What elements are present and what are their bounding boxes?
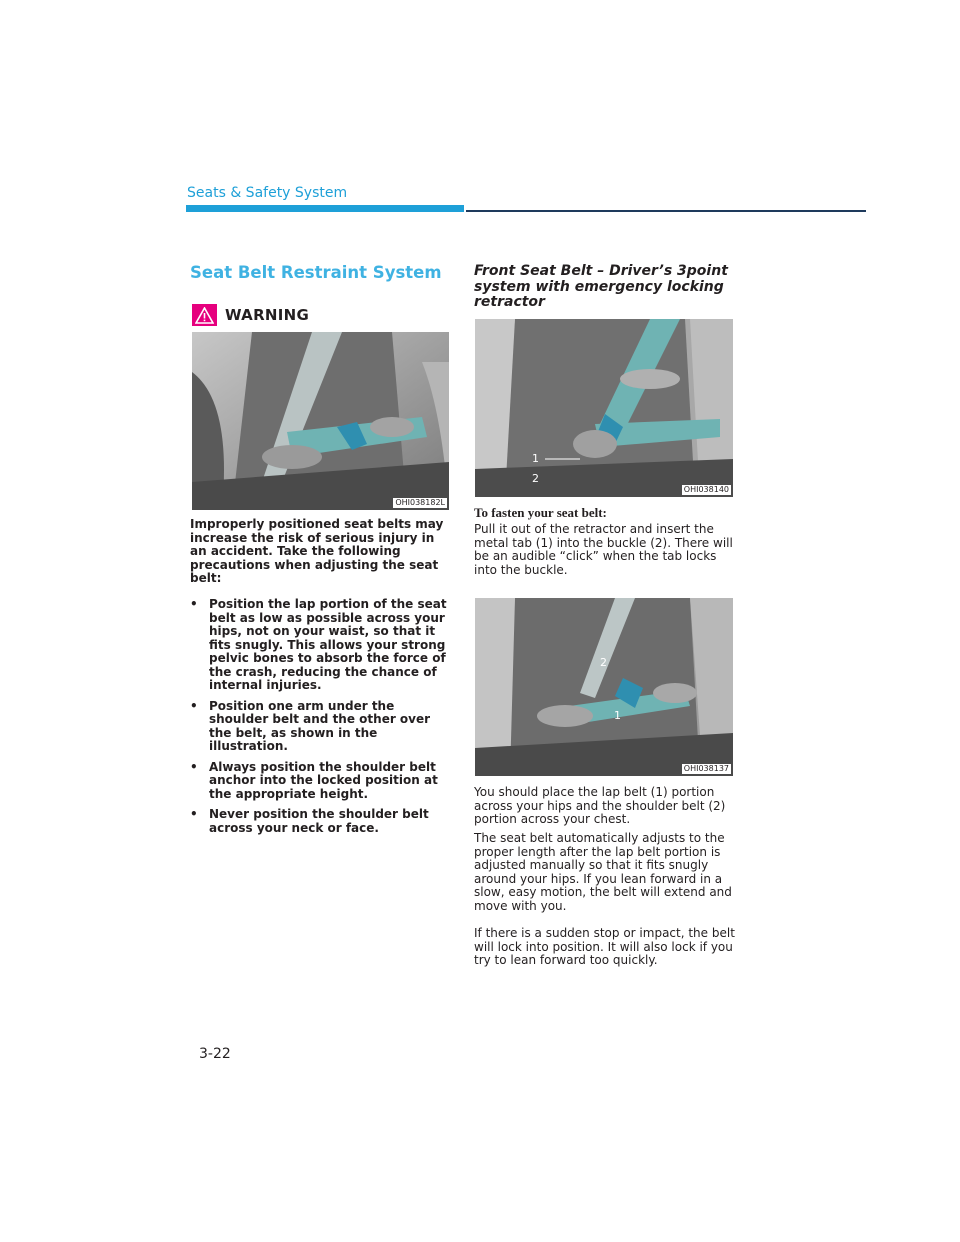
lap-belt-photo: [475, 598, 733, 776]
callout-label: 1: [614, 709, 621, 722]
section-title: Seats & Safety System: [187, 185, 348, 201]
auto-adjust-paragraph: The seat belt automatically adjusts to the proper length after the lap belt portion is adjusted manually so that it fits snugly around your hips. If you lean forward in a slow, easy motion, the belt will extend and move with you.: [474, 831, 732, 913]
lap-belt-paragraph: You should place the lap belt (1) portion across your hips and the shoulder belt (2) portion across your chest.: [474, 785, 726, 826]
section-heading: Front Seat Belt – Driver’s 3point system with emergency locking retractor: [474, 263, 728, 310]
callout-label: 1: [532, 452, 539, 465]
warning-bullet-list: [190, 598, 455, 842]
callout-label: 2: [600, 656, 607, 669]
fasten-instructions: Pull it out of the retractor and insert the metal tab (1) into the buckle (2). There will be an audible “click” when the tab locks into the buckle.: [474, 522, 733, 577]
image-code: OHI038182L: [395, 498, 445, 507]
warning-bullet: • Position the lap portion of the seat belt as low as possible across your hips, not on your waist, so that it fits snugly. This allows your strong pelvic bones to absorb the force of the crash, reducing the chance of internal injuries.: [190, 598, 455, 693]
image-code: OHI038140: [683, 485, 729, 494]
callout-label: 2: [532, 472, 539, 485]
warning-bullet: • Never position the shoulder belt across your neck or face.: [190, 808, 455, 835]
warning-intro-text: Improperly positioned seat belts may increase the risk of serious injury in an accident. Take the following precautions when adjusting the seat belt:: [190, 517, 444, 585]
warning-header: [192, 304, 309, 326]
header-rule-thin: [466, 210, 866, 212]
warning-bullet: • Position one arm under the shoulder belt and the other over the belt, as shown in the illustration.: [190, 700, 455, 754]
warning-bullet: • Always position the shoulder belt anchor into the locked position at the appropriate height.: [190, 761, 455, 802]
fasten-subheading: To fasten your seat belt:: [474, 505, 607, 520]
image-code: OHI038137: [683, 764, 729, 773]
page-number: 3-22: [199, 1046, 231, 1062]
warning-label: WARNING: [225, 306, 310, 324]
lock-paragraph: If there is a sudden stop or impact, the belt will lock into position. It will also lock if you try to lean forward too quickly.: [474, 926, 735, 967]
seatbelt-warning-photo: [192, 332, 449, 510]
buckle-insertion-photo: [475, 319, 733, 497]
warning-triangle-icon: [192, 304, 217, 326]
page-heading: Seat Belt Restraint System: [190, 263, 442, 282]
header-rule-accent: [186, 205, 464, 212]
